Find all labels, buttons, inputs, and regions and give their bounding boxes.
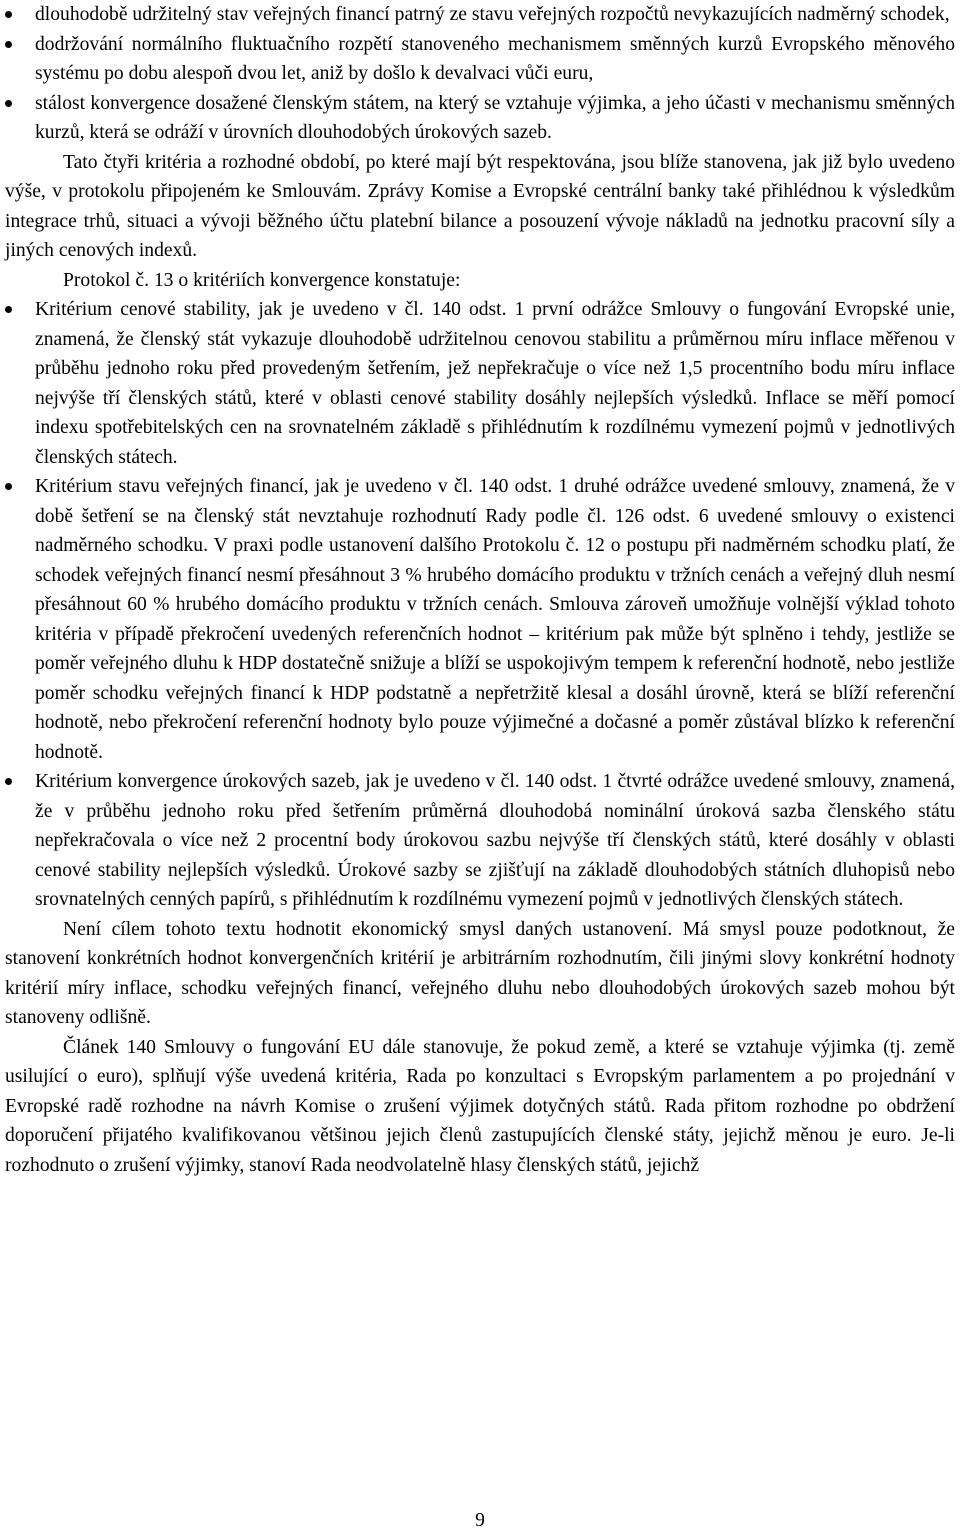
paragraph-criteria-period: Tato čtyři kritéria a rozhodné období, po které mají být respektována, jsou blíže stanovena, jak již bylo uvedeno výše, v protokolu připojeném ke Smlouvám. Zprávy Komise a Evropské centrální banky také přihlédnou k výsledkům integrace trhů, situaci a vývoji běžného účtu platební bilance a posouzení vývoje nákladů na jednotku pracovní síly a jiných cenových indexů. (5, 151, 955, 261)
list-item: Kritérium cenové stability, jak je uvedeno v čl. 140 odst. 1 první odrážce Smlouvy o fungování Evropské unie, znamená, že členský stát vykazuje dlouhodobě udržitelnou cenovou stabilitu a průměrnou míru inflace měřenou v průběhu jednoho roku před provedeným šetřením, jež nepřekračuje o více než 1,5 procentního bodu míru inflace nejvýše tří členských států, které v oblasti cenové stability dosáhly nejlepších výsledků. Inflace se měří pomocí indexu spotřebitelských cen na srovnatelném základě s přihlédnutím k rozdílnému vymezení pojmů v jednotlivých členských státech. (5, 295, 955, 472)
list-item: dodržování normálního fluktuačního rozpětí stanoveného mechanismem směnných kurzů Evropského měnového systému po dobu alespoň dvou let, aniž by došlo k devalvaci vůči euru, (5, 30, 955, 89)
list-item: stálost konvergence dosažené členským státem, na který se vztahuje výjimka, a jeho účasti v mechanismu směnných kurzů, která se odráží v úrovních dlouhodobých úrokových sazeb. (5, 89, 955, 148)
list-item: Kritérium konvergence úrokových sazeb, jak je uvedeno v čl. 140 odst. 1 čtvrté odrážce uvedené smlouvy, znamená, že v průběhu jednoho roku před šetřením průměrná dlouhodobá nominální úroková sazba členského státu nepřekračovala o více než 2 procentní body úrokovou sazbu nejvýše tří členských států, které dosáhly v oblasti cenové stability nejlepších výsledků. Úrokové sazby se zjišťují na základě dlouhodobých státních dluhopisů nebo srovnatelných cenných papírů, s přihlédnutím k rozdílnému vymezení pojmů v jednotlivých členských státech. (5, 767, 955, 915)
bullet-list-criteria (5, 295, 955, 915)
list-item: dlouhodobě udržitelný stav veřejných financí patrný ze stavu veřejných rozpočtů nevykazujících nadměrný schodek, (5, 0, 955, 30)
document-page (5, 0, 955, 1180)
paragraph-commentary: Není cílem tohoto textu hodnotit ekonomický smysl daných ustanovení. Má smysl pouze podotknout, že stanovení konkrétních hodnot konvergenčních kritérií je arbitrárním rozhodnutím, čili jinými slovy konkrétní hodnoty kritérií míry inflace, schodku veřejných financí, veřejného dluhu nebo dlouhodobých úrokových sazeb mohou být stanoveny odlišně. (5, 918, 955, 1028)
bullet-list-top (5, 0, 955, 148)
list-item: Kritérium stavu veřejných financí, jak je uvedeno v čl. 140 odst. 1 druhé odrážce uvedené smlouvy, znamená, že v době šetření se na členský stát nevztahuje rozhodnutí Rady podle čl. 126 odst. 6 uvedené smlouvy o existenci nadměrného schodku. V praxi podle ustanovení dalšího Protokolu č. 12 o postupu při nadměrném schodku platí, že schodek veřejných financí nesmí přesáhnout 3 % hrubého domácího produktu v tržních cenách a veřejný dluh nesmí přesáhnout 60 % hrubého domácího produktu v tržních cenách. Smlouva zároveň umožňuje volnější výklad tohoto kritéria v případě překročení uvedených referenčních hodnot – kritérium pak může být splněno i tehdy, jestliže se poměr veřejného dluhu k HDP dostatečně snižuje a blíží se uspokojivým tempem k referenční hodnotě, nebo jestliže poměr schodku veřejných financí k HDP podstatně a nepřetržitě klesal a dosáhl úrovně, která se blíží referenční hodnotě, nebo překročení referenční hodnoty bylo pouze výjimečné a dočasné a poměr zůstával blízko k referenční hodnotě. (5, 472, 955, 767)
paragraph-article-140: Článek 140 Smlouvy o fungování EU dále stanovuje, že pokud země, a které se vztahuje výjimka (tj. země usilující o euro), splňují výše uvedená kritéria, Rada po konzultaci s Evropským parlamentem a po projednání v Evropské radě rozhodne na návrh Komise o zrušení výjimek dotyčných států. Rada přitom rozhodne po obdržení doporučení přijatého kvalifikovanou většinou jejich členů zastupujících členské státy, jejichž měnou je euro. Je-li rozhodnuto o zrušení výjimky, stanoví Rada neodvolatelně hlasy členských států, jejichž (5, 1036, 955, 1176)
page-number: 9 (475, 1510, 485, 1531)
paragraph-protocol-intro: Protokol č. 13 o kritériích konvergence konstatuje: (63, 269, 461, 291)
